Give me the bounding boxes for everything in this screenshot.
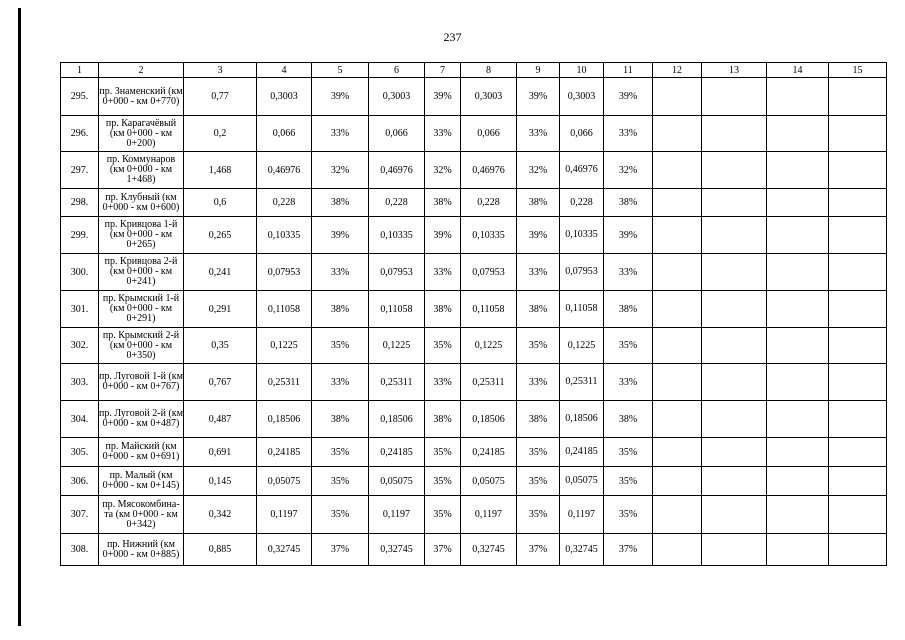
empty-cell-15: [829, 438, 887, 467]
empty-cell-15: [829, 291, 887, 328]
cell-c7: 33%: [425, 116, 461, 152]
cell-c10: 0,066: [560, 116, 604, 152]
cell-c7: 37%: [425, 534, 461, 566]
empty-cell-15: [829, 467, 887, 496]
table-row: [61, 328, 887, 364]
cell-c8: 0,066: [461, 116, 517, 152]
row-number: 308.: [61, 534, 99, 566]
row-number: 297.: [61, 152, 99, 189]
cell-c7: 35%: [425, 467, 461, 496]
cell-c5: 33%: [312, 254, 369, 291]
cell-c5: 35%: [312, 328, 369, 364]
column-header-12: 12: [653, 63, 702, 78]
cell-c8: 0,1197: [461, 496, 517, 534]
cell-c9: 38%: [517, 189, 560, 217]
empty-cell-14: [767, 328, 829, 364]
cell-c10: 0,11058: [560, 291, 604, 328]
empty-cell-14: [767, 364, 829, 401]
cell-c7: 35%: [425, 328, 461, 364]
empty-cell-12: [653, 116, 702, 152]
cell-c7: 38%: [425, 291, 461, 328]
cell-c4: 0,1197: [257, 496, 312, 534]
cell-c7: 33%: [425, 254, 461, 291]
cell-c5: 38%: [312, 189, 369, 217]
cell-c7: 38%: [425, 401, 461, 438]
empty-cell-14: [767, 534, 829, 566]
column-header-4: 4: [257, 63, 312, 78]
row-number: 301.: [61, 291, 99, 328]
cell-c9: 38%: [517, 401, 560, 438]
cell-c5: 35%: [312, 496, 369, 534]
cell-c9: 35%: [517, 438, 560, 467]
empty-cell-12: [653, 254, 702, 291]
cell-c8: 0,1225: [461, 328, 517, 364]
column-header-11: 11: [604, 63, 653, 78]
cell-c3: 0,2: [184, 116, 257, 152]
cell-c10: 0,07953: [560, 254, 604, 291]
cell-c10: 0,25311: [560, 364, 604, 401]
row-number: 307.: [61, 496, 99, 534]
road-name: пр. Кривцова 1-й (км 0+000 - км 0+265): [99, 217, 184, 254]
empty-cell-12: [653, 467, 702, 496]
cell-c4: 0,32745: [257, 534, 312, 566]
cell-c8: 0,05075: [461, 467, 517, 496]
cell-c7: 38%: [425, 189, 461, 217]
empty-cell-14: [767, 78, 829, 116]
row-number: 303.: [61, 364, 99, 401]
row-number: 306.: [61, 467, 99, 496]
cell-c8: 0,24185: [461, 438, 517, 467]
table-row: [61, 496, 887, 534]
cell-c9: 35%: [517, 467, 560, 496]
empty-cell-12: [653, 364, 702, 401]
cell-c10: 0,05075: [560, 467, 604, 496]
cell-c10: 0,24185: [560, 438, 604, 467]
empty-cell-14: [767, 152, 829, 189]
cell-c11: 39%: [604, 78, 653, 116]
empty-cell-12: [653, 152, 702, 189]
cell-c5: 33%: [312, 364, 369, 401]
empty-cell-15: [829, 364, 887, 401]
empty-cell-12: [653, 496, 702, 534]
cell-c10: 0,46976: [560, 152, 604, 189]
cell-c3: 0,691: [184, 438, 257, 467]
cell-c6: 0,32745: [369, 534, 425, 566]
empty-cell-14: [767, 254, 829, 291]
table-row: [61, 438, 887, 467]
empty-cell-12: [653, 217, 702, 254]
cell-c3: 0,291: [184, 291, 257, 328]
row-number: 304.: [61, 401, 99, 438]
cell-c9: 32%: [517, 152, 560, 189]
column-header-13: 13: [702, 63, 767, 78]
road-name: пр. Карагачёвый (км 0+000 - км 0+200): [99, 116, 184, 152]
column-header-10: 10: [560, 63, 604, 78]
cell-c6: 0,3003: [369, 78, 425, 116]
cell-c10: 0,228: [560, 189, 604, 217]
table-row: [61, 189, 887, 217]
cell-c9: 33%: [517, 116, 560, 152]
cell-c6: 0,07953: [369, 254, 425, 291]
cell-c5: 39%: [312, 217, 369, 254]
empty-cell-13: [702, 78, 767, 116]
column-header-1: 1: [61, 63, 99, 78]
cell-c5: 38%: [312, 401, 369, 438]
empty-cell-15: [829, 78, 887, 116]
cell-c9: 39%: [517, 78, 560, 116]
empty-cell-13: [702, 116, 767, 152]
column-header-2: 2: [99, 63, 184, 78]
empty-cell-15: [829, 152, 887, 189]
cell-c11: 37%: [604, 534, 653, 566]
table-row: [61, 152, 887, 189]
row-number: 295.: [61, 78, 99, 116]
road-name: пр. Крымский 2-й (км 0+000 - км 0+350): [99, 328, 184, 364]
column-header-6: 6: [369, 63, 425, 78]
cell-c8: 0,25311: [461, 364, 517, 401]
road-name: пр. Мясокомбина-та (км 0+000 - км 0+342): [99, 496, 184, 534]
cell-c4: 0,25311: [257, 364, 312, 401]
cell-c3: 0,265: [184, 217, 257, 254]
column-header-3: 3: [184, 63, 257, 78]
cell-c11: 32%: [604, 152, 653, 189]
cell-c8: 0,3003: [461, 78, 517, 116]
empty-cell-13: [702, 534, 767, 566]
table-row: [61, 78, 887, 116]
cell-c3: 0,35: [184, 328, 257, 364]
cell-c6: 0,18506: [369, 401, 425, 438]
cell-c5: 33%: [312, 116, 369, 152]
cell-c5: 35%: [312, 438, 369, 467]
empty-cell-12: [653, 534, 702, 566]
empty-cell-14: [767, 401, 829, 438]
cell-c4: 0,11058: [257, 291, 312, 328]
row-number: 299.: [61, 217, 99, 254]
cell-c11: 39%: [604, 217, 653, 254]
road-name: пр. Нижний (км 0+000 - км 0+885): [99, 534, 184, 566]
cell-c4: 0,18506: [257, 401, 312, 438]
empty-cell-15: [829, 217, 887, 254]
cell-c10: 0,3003: [560, 78, 604, 116]
cell-c9: 39%: [517, 217, 560, 254]
empty-cell-14: [767, 217, 829, 254]
table-row: [61, 534, 887, 566]
empty-cell-13: [702, 496, 767, 534]
empty-cell-12: [653, 291, 702, 328]
empty-cell-13: [702, 328, 767, 364]
cell-c10: 0,32745: [560, 534, 604, 566]
road-name: пр. Майский (км 0+000 - км 0+691): [99, 438, 184, 467]
cell-c7: 39%: [425, 217, 461, 254]
empty-cell-15: [829, 328, 887, 364]
row-number: 298.: [61, 189, 99, 217]
cell-c3: 0,885: [184, 534, 257, 566]
row-number: 300.: [61, 254, 99, 291]
empty-cell-15: [829, 534, 887, 566]
cell-c7: 35%: [425, 438, 461, 467]
cell-c11: 38%: [604, 291, 653, 328]
cell-c7: 33%: [425, 364, 461, 401]
empty-cell-15: [829, 116, 887, 152]
column-header-8: 8: [461, 63, 517, 78]
road-name: пр. Луговой 1-й (км 0+000 - км 0+767): [99, 364, 184, 401]
road-name: пр. Знаменский (км 0+000 - км 0+770): [99, 78, 184, 116]
cell-c6: 0,46976: [369, 152, 425, 189]
cell-c3: 0,487: [184, 401, 257, 438]
empty-cell-12: [653, 328, 702, 364]
cell-c3: 0,241: [184, 254, 257, 291]
empty-cell-15: [829, 496, 887, 534]
empty-cell-12: [653, 78, 702, 116]
cell-c3: 0,6: [184, 189, 257, 217]
cell-c8: 0,10335: [461, 217, 517, 254]
column-header-5: 5: [312, 63, 369, 78]
empty-cell-14: [767, 438, 829, 467]
cell-c3: 0,342: [184, 496, 257, 534]
cell-c4: 0,10335: [257, 217, 312, 254]
cell-c7: 32%: [425, 152, 461, 189]
cell-c9: 38%: [517, 291, 560, 328]
empty-cell-13: [702, 467, 767, 496]
cell-c6: 0,24185: [369, 438, 425, 467]
empty-cell-15: [829, 189, 887, 217]
empty-cell-14: [767, 496, 829, 534]
cell-c11: 33%: [604, 116, 653, 152]
empty-cell-13: [702, 438, 767, 467]
table-row: [61, 401, 887, 438]
road-name: пр. Кривцова 2-й (км 0+000 - км 0+241): [99, 254, 184, 291]
column-header-15: 15: [829, 63, 887, 78]
header-row: [61, 63, 887, 78]
cell-c4: 0,07953: [257, 254, 312, 291]
cell-c3: 1,468: [184, 152, 257, 189]
empty-cell-13: [702, 401, 767, 438]
cell-c5: 38%: [312, 291, 369, 328]
empty-cell-14: [767, 291, 829, 328]
cell-c10: 0,1197: [560, 496, 604, 534]
cell-c6: 0,066: [369, 116, 425, 152]
cell-c8: 0,18506: [461, 401, 517, 438]
column-header-7: 7: [425, 63, 461, 78]
cell-c6: 0,05075: [369, 467, 425, 496]
cell-c5: 39%: [312, 78, 369, 116]
cell-c9: 35%: [517, 496, 560, 534]
row-number: 305.: [61, 438, 99, 467]
cell-c6: 0,11058: [369, 291, 425, 328]
cell-c10: 0,18506: [560, 401, 604, 438]
page-number: 237: [443, 30, 462, 44]
cell-c4: 0,24185: [257, 438, 312, 467]
margin-bar: [18, 8, 21, 626]
empty-cell-13: [702, 364, 767, 401]
cell-c10: 0,1225: [560, 328, 604, 364]
cell-c6: 0,1197: [369, 496, 425, 534]
empty-cell-12: [653, 401, 702, 438]
cell-c4: 0,3003: [257, 78, 312, 116]
empty-cell-14: [767, 116, 829, 152]
cell-c11: 33%: [604, 364, 653, 401]
empty-cell-15: [829, 254, 887, 291]
table-row: [61, 467, 887, 496]
cell-c5: 37%: [312, 534, 369, 566]
cell-c3: 0,145: [184, 467, 257, 496]
cell-c9: 33%: [517, 364, 560, 401]
road-name: пр. Коммунаров (км 0+000 - км 1+468): [99, 152, 184, 189]
cell-c11: 35%: [604, 496, 653, 534]
cell-c8: 0,228: [461, 189, 517, 217]
column-header-14: 14: [767, 63, 829, 78]
cell-c4: 0,066: [257, 116, 312, 152]
cell-c11: 35%: [604, 328, 653, 364]
cell-c10: 0,10335: [560, 217, 604, 254]
road-name: пр. Луговой 2-й (км 0+000 - км 0+487): [99, 401, 184, 438]
cell-c11: 38%: [604, 189, 653, 217]
table-row: [61, 254, 887, 291]
cell-c4: 0,228: [257, 189, 312, 217]
empty-cell-13: [702, 254, 767, 291]
cell-c4: 0,46976: [257, 152, 312, 189]
cell-c6: 0,228: [369, 189, 425, 217]
cell-c8: 0,11058: [461, 291, 517, 328]
empty-cell-12: [653, 189, 702, 217]
cell-c7: 39%: [425, 78, 461, 116]
cell-c3: 0,77: [184, 78, 257, 116]
cell-c11: 33%: [604, 254, 653, 291]
empty-cell-14: [767, 189, 829, 217]
road-name: пр. Малый (км 0+000 - км 0+145): [99, 467, 184, 496]
cell-c9: 33%: [517, 254, 560, 291]
road-name: пр. Клубный (км 0+000 - км 0+600): [99, 189, 184, 217]
empty-cell-13: [702, 217, 767, 254]
cell-c11: 35%: [604, 438, 653, 467]
cell-c11: 35%: [604, 467, 653, 496]
road-name: пр. Крымский 1-й (км 0+000 - км 0+291): [99, 291, 184, 328]
cell-c8: 0,07953: [461, 254, 517, 291]
cell-c5: 32%: [312, 152, 369, 189]
row-number: 296.: [61, 116, 99, 152]
cell-c4: 0,05075: [257, 467, 312, 496]
empty-cell-13: [702, 291, 767, 328]
cell-c5: 35%: [312, 467, 369, 496]
cell-c9: 37%: [517, 534, 560, 566]
table-row: [61, 116, 887, 152]
empty-cell-13: [702, 189, 767, 217]
row-number: 302.: [61, 328, 99, 364]
empty-cell-14: [767, 467, 829, 496]
cell-c3: 0,767: [184, 364, 257, 401]
cell-c9: 35%: [517, 328, 560, 364]
empty-cell-13: [702, 152, 767, 189]
cell-c6: 0,25311: [369, 364, 425, 401]
table-row: [61, 364, 887, 401]
column-header-9: 9: [517, 63, 560, 78]
empty-cell-12: [653, 438, 702, 467]
data-table: [60, 62, 887, 566]
cell-c6: 0,10335: [369, 217, 425, 254]
cell-c8: 0,46976: [461, 152, 517, 189]
empty-cell-15: [829, 401, 887, 438]
cell-c4: 0,1225: [257, 328, 312, 364]
cell-c8: 0,32745: [461, 534, 517, 566]
cell-c11: 38%: [604, 401, 653, 438]
cell-c6: 0,1225: [369, 328, 425, 364]
table-row: [61, 217, 887, 254]
table-row: [61, 291, 887, 328]
cell-c7: 35%: [425, 496, 461, 534]
